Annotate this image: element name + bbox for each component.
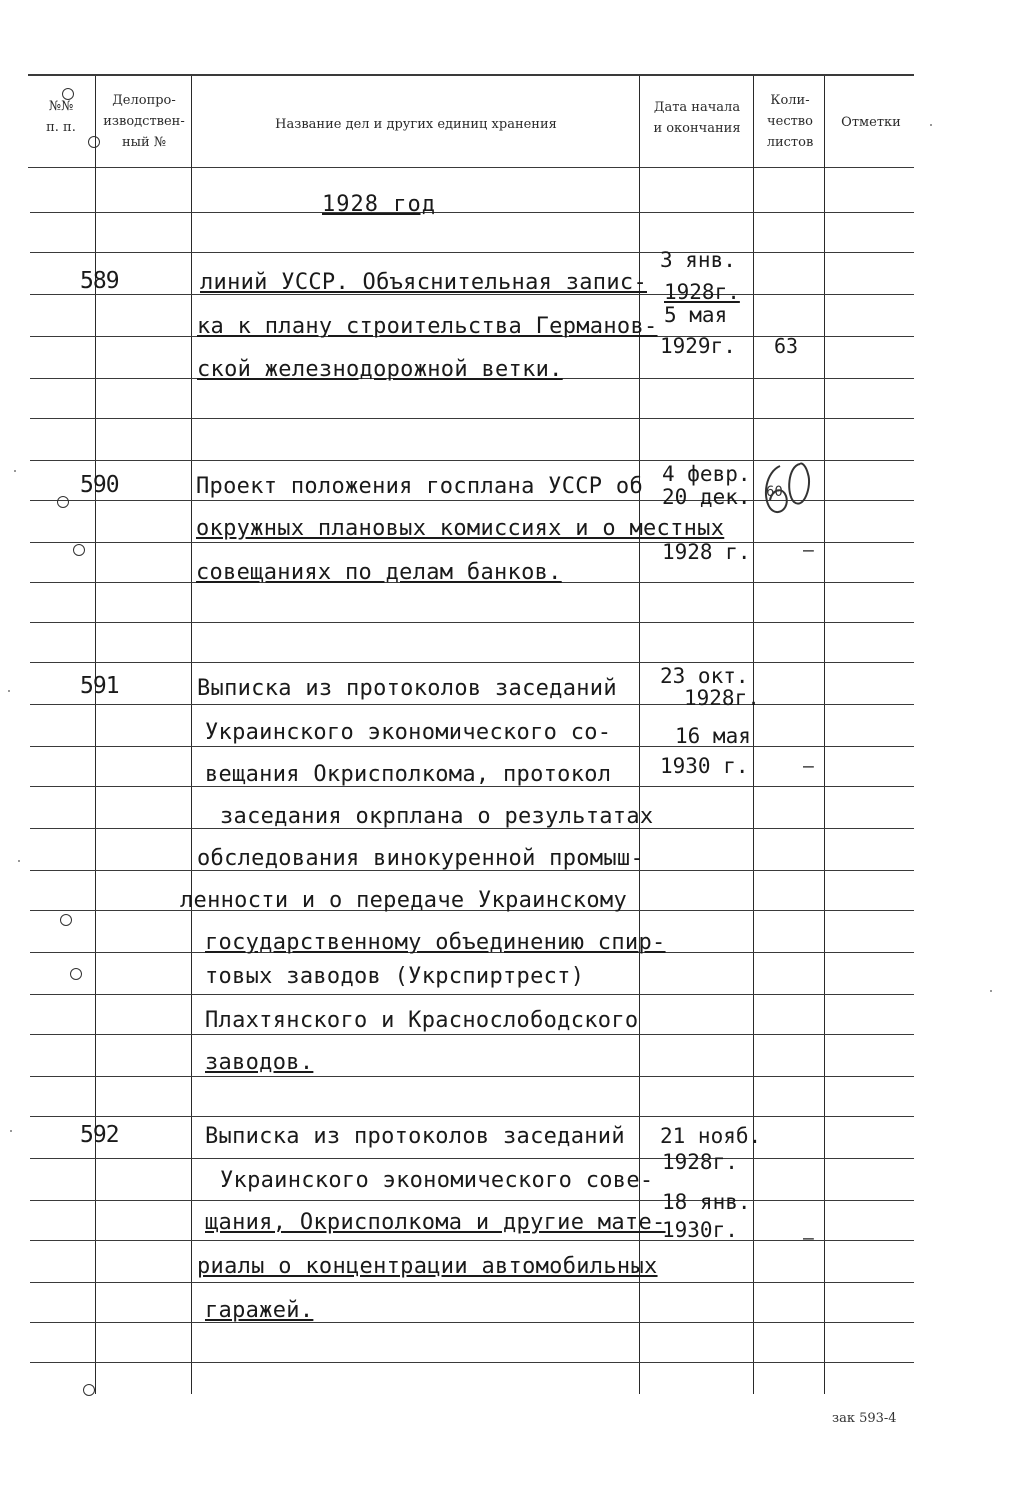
entry-date-start: 3 янв. [660, 248, 736, 272]
ruled-line [30, 1034, 914, 1035]
header-top-rule [28, 74, 914, 76]
entry-sheet-count: 63 [774, 334, 799, 358]
entry-date-end: 16 мая [675, 724, 751, 748]
entry-number: 592 [80, 1122, 119, 1148]
ruled-line [30, 1200, 914, 1201]
divider-sheets [824, 76, 825, 1394]
ruled-line [30, 252, 914, 253]
entry-date-start: 4 февр. [662, 462, 751, 486]
entry-title-line: заседания окрплана о результатах [220, 804, 654, 829]
punch-hole [83, 1384, 95, 1396]
ruled-line [30, 1116, 914, 1117]
ruled-line [30, 1362, 914, 1363]
ruled-line [30, 542, 914, 543]
header-bottom-rule [28, 167, 914, 168]
header-col-notes: Отметки [841, 115, 901, 130]
entry-sheet-count [760, 456, 818, 527]
entry-date-start-year: 1928г. [684, 686, 760, 710]
entry-title-line: Выписка из протоколов заседаний [205, 1124, 625, 1149]
entry-mark: – [803, 540, 814, 561]
entry-mark: – [803, 756, 814, 777]
scan-speck [10, 1130, 12, 1132]
entry-mark: – [803, 1228, 814, 1249]
entry-title-line: государственному объединению спир- [205, 930, 666, 955]
entry-title-line: Проект положения госплана УССР об [196, 474, 643, 499]
ruled-line [30, 662, 914, 663]
scan-speck [14, 470, 16, 472]
entry-date-start: 23 окт. [660, 664, 749, 688]
entry-date-end: 18 янв. [662, 1190, 751, 1214]
ruled-line [30, 1158, 914, 1159]
entry-date-end-year: 1930 г. [660, 754, 749, 778]
entry-title-line: Украинского экономического со- [205, 720, 612, 745]
entry-title-line: товых заводов (Укрспиртрест) [205, 964, 585, 989]
svg-text:60: 60 [766, 484, 783, 500]
punch-hole [57, 496, 69, 508]
scan-speck [8, 690, 10, 692]
entry-number: 591 [80, 673, 119, 699]
entry-date-end-year: 1930г. [662, 1218, 738, 1242]
entry-date-start: 21 нояб. [660, 1124, 762, 1148]
divider-office [191, 76, 192, 1394]
ruled-line [30, 704, 914, 705]
header-col-title: Название дел и других единиц хранения [275, 117, 557, 132]
header-col-sheets: Коли- чество листов [766, 93, 814, 150]
entry-date-end-year: 1929г. [660, 334, 736, 358]
entry-title-line: заводов. [205, 1050, 314, 1075]
header-col-office-no: Делопро- изводствен- ный № [103, 93, 185, 150]
ruled-line [30, 1240, 914, 1241]
entry-date-start-year: 1928г. [664, 280, 740, 304]
scan-speck [18, 860, 20, 862]
header-col-num: №№ п. п. [46, 99, 76, 135]
ruled-line [30, 1322, 914, 1323]
entry-title-line: линий УССР. Объяснительная запис- [200, 270, 647, 295]
punch-hole [73, 544, 85, 556]
ruled-line [30, 1076, 914, 1077]
scan-speck [930, 124, 932, 126]
ruled-line [30, 418, 914, 419]
punch-hole [88, 136, 100, 148]
entry-title-line: ской железнодорожной ветки. [197, 357, 563, 382]
ruled-line [30, 994, 914, 995]
divider-dates [753, 76, 754, 1394]
footer-order-number: зак 593-4 [832, 1411, 897, 1426]
ruled-line [30, 622, 914, 623]
entry-date-end: 20 дек. [662, 485, 751, 509]
entry-number: 589 [80, 268, 119, 294]
handwritten-sheet-count-icon [760, 456, 818, 522]
entry-title-line: Украинского экономического сове- [220, 1168, 654, 1193]
ruled-line [30, 1282, 914, 1283]
entry-date-year: 1928 г. [662, 540, 751, 564]
entry-title-line: щания, Окрисполкома и другие мате- [205, 1210, 666, 1235]
entry-number: 590 [80, 472, 119, 498]
entry-title-line: ка к плану строительства Германов- [197, 314, 658, 339]
entry-title-line: Плахтянского и Краснослободского [205, 1008, 639, 1033]
ruled-line [30, 746, 914, 747]
entry-title-line: риалы о концентрации автомобильных [197, 1254, 658, 1279]
punch-hole [60, 914, 72, 926]
entry-title-line: Выписка из протоколов заседаний [197, 676, 617, 701]
ruled-line [30, 212, 914, 213]
entry-date-end: 5 мая [664, 303, 728, 327]
entry-title-line: окружных плановых комиссиях и о местных [196, 516, 725, 541]
punch-hole [70, 968, 82, 980]
section-year: 1928 год [322, 192, 436, 217]
entry-title-line: гаражей. [205, 1298, 314, 1323]
punch-hole [62, 88, 74, 100]
header-col-dates: Дата начала и окончания [653, 100, 741, 136]
scan-speck [990, 990, 992, 992]
entry-date-start-year: 1928г. [662, 1150, 738, 1174]
entry-title-line: обследования винокуренной промыш- [197, 846, 644, 871]
entry-title-line: совещаниях по делам банков. [196, 560, 562, 585]
entry-title-line: ленности и о передаче Украинскому [180, 888, 627, 913]
entry-title-line: вещания Окрисполкома, протокол [205, 762, 612, 787]
